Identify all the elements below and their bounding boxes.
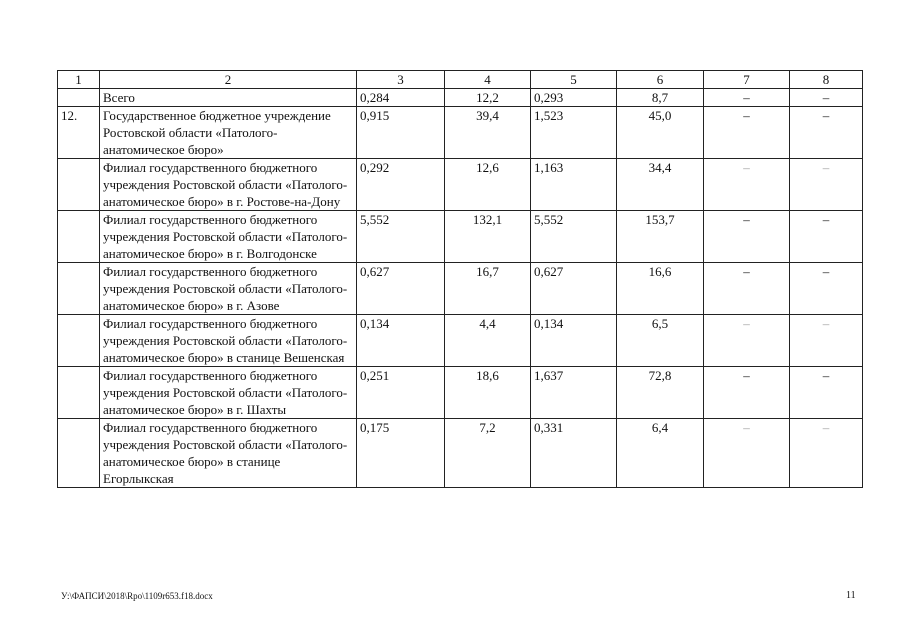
value-cell: 0,293 (531, 89, 617, 107)
column-header: 1 (58, 71, 100, 89)
column-header: 6 (617, 71, 704, 89)
row-number-cell: 12. (58, 107, 100, 159)
value-cell: 45,0 (617, 107, 704, 159)
value-cell: – (790, 419, 863, 488)
value-cell: 0,915 (357, 107, 445, 159)
value-cell: 34,4 (617, 159, 704, 211)
column-header: 4 (445, 71, 531, 89)
column-header: 8 (790, 71, 863, 89)
value-cell: – (790, 159, 863, 211)
value-cell: 7,2 (445, 419, 531, 488)
institution-name-cell: Филиал государственного бюджетного учреждения Ростовской области «Патолого-анатомическое бюро» в г. Ростове-на-Дону (100, 159, 357, 211)
value-cell: – (704, 211, 790, 263)
value-cell: 72,8 (617, 367, 704, 419)
footer-file-path: У:\ФАПСИ\2018\Rpo\1109r653.f18.docx (61, 591, 213, 601)
value-cell: – (704, 159, 790, 211)
value-cell: 6,4 (617, 419, 704, 488)
value-cell: 8,7 (617, 89, 704, 107)
column-header: 3 (357, 71, 445, 89)
row-number-cell (58, 315, 100, 367)
table-row (58, 89, 863, 107)
value-cell: 0,284 (357, 89, 445, 107)
row-number-cell (58, 211, 100, 263)
value-cell: 16,7 (445, 263, 531, 315)
table-row (58, 211, 863, 263)
table-header-row (58, 71, 863, 89)
column-header: 7 (704, 71, 790, 89)
row-number-cell (58, 263, 100, 315)
value-cell: – (790, 367, 863, 419)
value-cell: 1,523 (531, 107, 617, 159)
value-cell: – (704, 89, 790, 107)
value-cell: – (790, 107, 863, 159)
value-cell: – (704, 107, 790, 159)
value-cell: 16,6 (617, 263, 704, 315)
institution-name-cell: Филиал государственного бюджетного учреждения Ростовской области «Патолого-анатомическое бюро» в г. Азове (100, 263, 357, 315)
value-cell: 153,7 (617, 211, 704, 263)
institution-name-cell: Всего (100, 89, 357, 107)
value-cell: 0,627 (531, 263, 617, 315)
value-cell: – (704, 367, 790, 419)
value-cell: – (790, 211, 863, 263)
value-cell: – (704, 419, 790, 488)
value-cell: – (704, 263, 790, 315)
value-cell: 4,4 (445, 315, 531, 367)
value-cell: 5,552 (357, 211, 445, 263)
page-number: 11 (846, 590, 856, 601)
data-table (57, 70, 863, 488)
table-row (58, 107, 863, 159)
row-number-cell (58, 419, 100, 488)
value-cell: 0,134 (531, 315, 617, 367)
value-cell: 0,627 (357, 263, 445, 315)
value-cell: – (790, 263, 863, 315)
institution-name-cell: Филиал государственного бюджетного учреждения Ростовской области «Патолого-анатомическое бюро» в станице Егорлыкская (100, 419, 357, 488)
value-cell: 0,292 (357, 159, 445, 211)
row-number-cell (58, 89, 100, 107)
value-cell: 12,6 (445, 159, 531, 211)
value-cell: 1,163 (531, 159, 617, 211)
value-cell: 1,637 (531, 367, 617, 419)
value-cell: – (704, 315, 790, 367)
column-header: 5 (531, 71, 617, 89)
row-number-cell (58, 367, 100, 419)
value-cell: – (790, 89, 863, 107)
row-number-cell (58, 159, 100, 211)
column-header: 2 (100, 71, 357, 89)
value-cell: 18,6 (445, 367, 531, 419)
value-cell: 132,1 (445, 211, 531, 263)
value-cell: 0,134 (357, 315, 445, 367)
value-cell: 5,552 (531, 211, 617, 263)
table-row (58, 419, 863, 488)
table-row (58, 367, 863, 419)
value-cell: 0,175 (357, 419, 445, 488)
value-cell: 6,5 (617, 315, 704, 367)
value-cell: 0,331 (531, 419, 617, 488)
institution-name-cell: Филиал государственного бюджетного учреждения Ростовской области «Патолого-анатомическое бюро» в г. Волгодонске (100, 211, 357, 263)
value-cell: 39,4 (445, 107, 531, 159)
institution-name-cell: Филиал государственного бюджетного учреждения Ростовской области «Патолого-анатомическое бюро» в станице Вешенская (100, 315, 357, 367)
value-cell: – (790, 315, 863, 367)
table-row (58, 159, 863, 211)
institution-name-cell: Государственное бюджетное учреждение Ростовской области «Патолого-анатомическое бюро» (100, 107, 357, 159)
value-cell: 0,251 (357, 367, 445, 419)
table-row (58, 315, 863, 367)
table-row (58, 263, 863, 315)
value-cell: 12,2 (445, 89, 531, 107)
institution-name-cell: Филиал государственного бюджетного учреждения Ростовской области «Патолого-анатомическое бюро» в г. Шахты (100, 367, 357, 419)
